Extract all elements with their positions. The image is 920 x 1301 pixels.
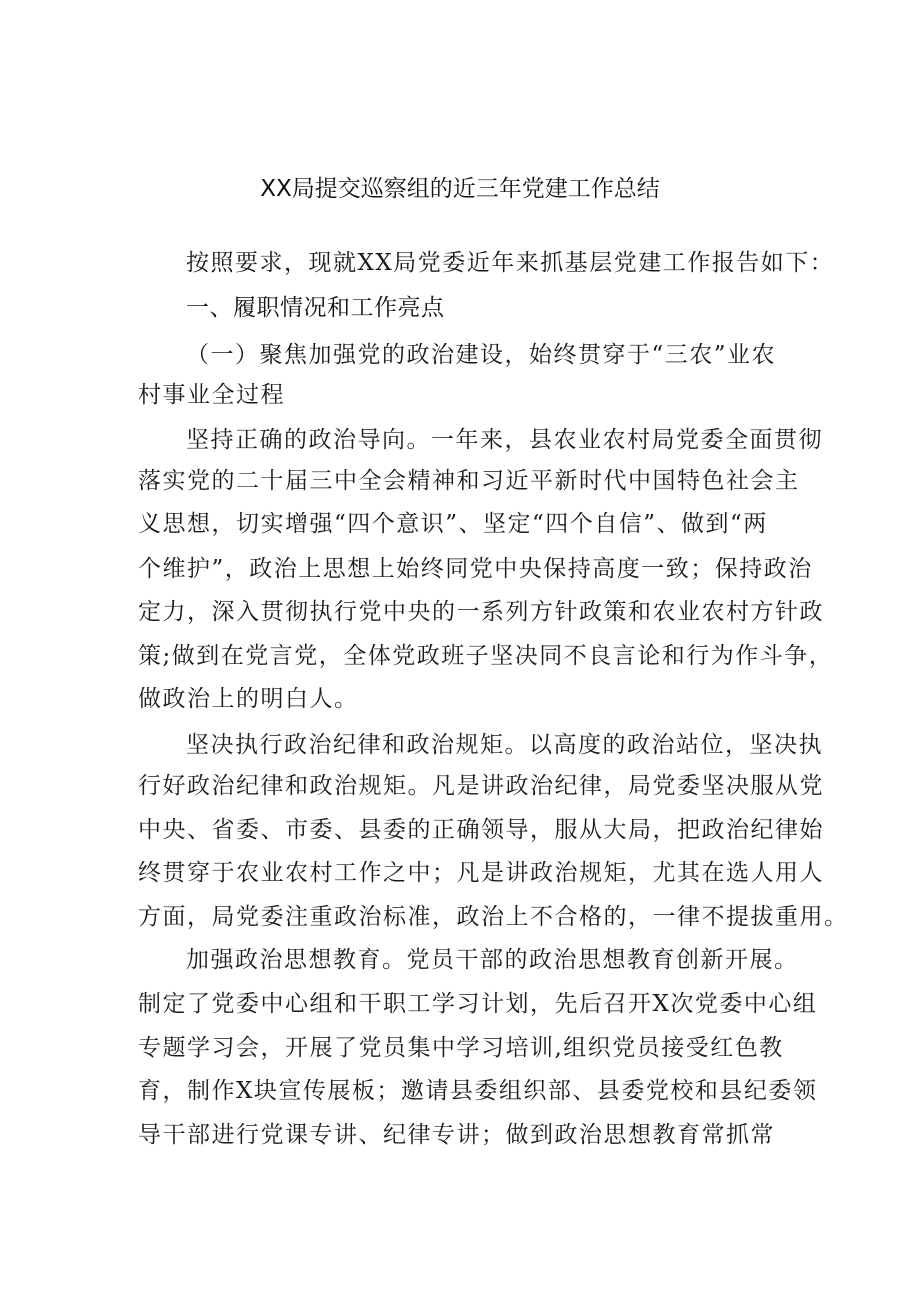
section-1-heading: 一、履职情况和工作亮点	[186, 295, 445, 321]
paragraph-3-line: 专题学习会，开展了党员集中学习培训,组织党员接受红色教	[138, 1035, 784, 1061]
paragraph-3-line: 导干部进行党课专讲、纪律专讲；做到政治思想教育常抓常	[138, 1122, 775, 1148]
paragraph-2-line: 行好政治纪律和政治规矩。凡是讲政治纪律，局党委坚决服从党	[138, 773, 824, 799]
paragraph-1-line: 定力，深入贯彻执行党中央的一系列方针政策和农业农村方针政	[138, 599, 824, 625]
paragraph-1-line: 坚持正确的政治导向。一年来，县农业农村局党委全面贯彻	[186, 427, 823, 453]
paragraph-3-line: 育，制作X块宣传展板；邀请县委组织部、县委党校和县纪委领	[138, 1078, 818, 1104]
subsection-1-heading-line-1: （一）聚焦加强党的政治建设，始终贯穿于“三农”业农	[186, 342, 777, 368]
paragraph-1-line: 策;做到在党言党，全体党政班子坚决同不良言论和行为作斗争，	[138, 643, 834, 669]
paragraph-1-line: 落实党的二十届三中全会精神和习近平新时代中国特色社会主	[138, 468, 800, 494]
paragraph-3-line: 制定了党委中心组和干职工学习计划，先后召开X次党委中心组	[138, 991, 818, 1017]
document-title: XX局提交巡察组的近三年党建工作总结	[260, 176, 660, 202]
paragraph-2-line: 坚决执行政治纪律和政治规矩。以高度的政治站位，坚决执	[186, 732, 823, 758]
paragraph-1-line: 义思想，切实增强“四个意识”、坚定“四个自信”、做到“两	[138, 511, 768, 537]
intro-line: 按照要求，现就XX局党委近年来抓基层党建工作报告如下：	[186, 250, 835, 276]
subsection-1-heading-line-2: 村事业全过程	[138, 382, 285, 408]
paragraph-2-line: 中央、省委、市委、县委的正确领导，服从大局，把政治纪律始	[138, 817, 824, 843]
paragraph-3-line: 加强政治思想教育。党员干部的政治思想教育创新开展。	[186, 947, 799, 973]
paragraph-1-line: 个维护”，政治上思想上始终同党中央保持高度一致；保持政治	[138, 556, 813, 582]
paragraph-2-line: 方面，局党委注重政治标准，政治上不合格的，一律不提拔重用。	[138, 904, 849, 930]
paragraph-1-line: 做政治上的明白人。	[138, 686, 359, 712]
paragraph-2-line: 终贯穿于农业农村工作之中；凡是讲政治规矩，尤其在选人用人	[138, 860, 824, 886]
